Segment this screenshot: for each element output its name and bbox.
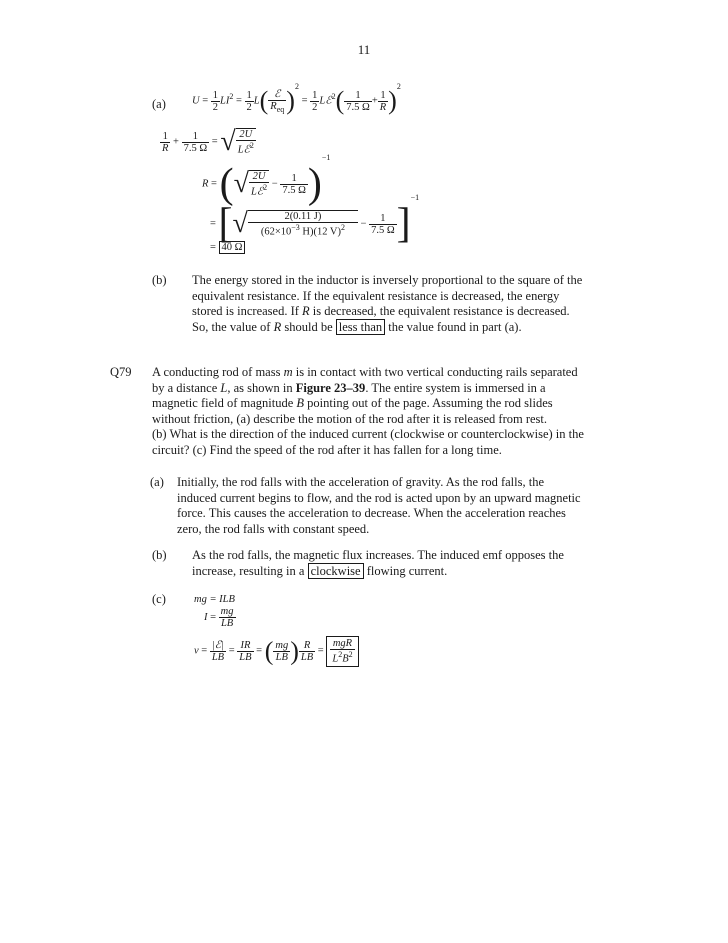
page-number: 11 xyxy=(357,42,371,57)
force-balance-equation: mg = ILB xyxy=(194,594,235,605)
resistance-result: = 40 Ω xyxy=(210,242,245,253)
figure-reference: Figure 23–39 xyxy=(295,380,366,395)
q79-part-a-label: (a) xyxy=(150,475,164,489)
boxed-answer-speed: $\frac{\text{mgR}}{L^2B^2}$ xyxy=(326,636,358,667)
question-number: Q79 xyxy=(110,365,132,379)
boxed-answer-less-than: less than xyxy=(336,319,385,335)
reciprocal-resistance-equation: $\frac{1}{R}$ + $\frac{1}{7.5 \Omega}$ = √ $\frac{2U}{Lℰ^2}$ xyxy=(162,126,254,157)
current-equation: I = $\frac{mg}{LB}$ xyxy=(204,606,234,629)
q79-part-b-label: (b) xyxy=(152,548,167,562)
part-a-label: (a) xyxy=(152,97,166,111)
q79-part-a-answer: Initially, the rod falls with the acceleration of gravity. As the rod falls, the induced current begins to flow, and the rod is acted upon by an upward magnetic force. This causes the acceleration to decrease. When the acceleration reaches zero, the rod falls with constant speed. xyxy=(177,475,581,536)
part-b-label: (b) xyxy=(152,273,167,287)
boxed-answer-clockwise: clockwise xyxy=(308,563,364,579)
question-text: A conducting rod of mass m is in contact with two vertical conducting rails separated by a distance L, as shown in Figure 23–39. The entire system is immersed in a magnetic field of magnitude B pointing out of the page. Assuming the rod slides without friction, (a) describe the motion of the rod after it is released from rest. (b) What is the direction of the induced current (clockwise or counterclockwise) in the circuit? (c) Find the speed of the rod after it has fallen for a long time. xyxy=(152,365,584,457)
var-U: U xyxy=(192,95,200,107)
resistance-equation: R = (√ $\frac{2U}{Lℰ^2}$ − $\frac{1}{7.5 \Omega}$ )$^{-1}$ xyxy=(202,152,331,207)
energy-equation: U = $\frac{1}{2}$ $LI^2$ = $\frac{1}{2}$ L( $\frac{\text{ℰ}}{R_{eq}}$ )$^2$ = $\frac{1}{2}$ Lℰ$^2$( $\frac{1}{7.5 \Omega}$ + $\frac{1}{R}$ )$^2$ xyxy=(192,81,401,115)
fraction-half: $\frac{1}{2}$ xyxy=(212,89,219,113)
q79-part-b-answer: As the rod falls, the magnetic flux increases. The induced emf opposes the increase, resulting in a clockwise flowing current. xyxy=(192,548,564,578)
emf-over-req: $\frac{\text{ℰ}}{R_{eq}}$ xyxy=(270,88,285,115)
q79-part-c-label: (c) xyxy=(152,592,166,606)
part-b-answer: The energy stored in the inductor is inversely proportional to the square of the equivalent resistance. If the equivalent resistance is decreased, the energy stored is increased. If R is decreased, the equivalent resistance is decreased. So, the value of R should be less than the value found in part (a). xyxy=(192,273,583,334)
speed-equation: v = $\frac{\text{|ℰ|}}{LB}$ = $\frac{IR}{LB}$ = ( $\frac{mg}{LB}$ ) $\frac{R}{LB}$ = $\frac{\text{mgR}}{L^2B^2}$ xyxy=(194,636,359,667)
boxed-answer-40-ohm: 40 Ω xyxy=(219,241,246,254)
numeric-substitution: = [√ $\frac{2(0.11 J)}{(62\times 10^{-3} H)(12 V)^2}$ − $\frac{1}{7.5 \Omega}$ ]$^{-1}$ xyxy=(210,192,420,247)
